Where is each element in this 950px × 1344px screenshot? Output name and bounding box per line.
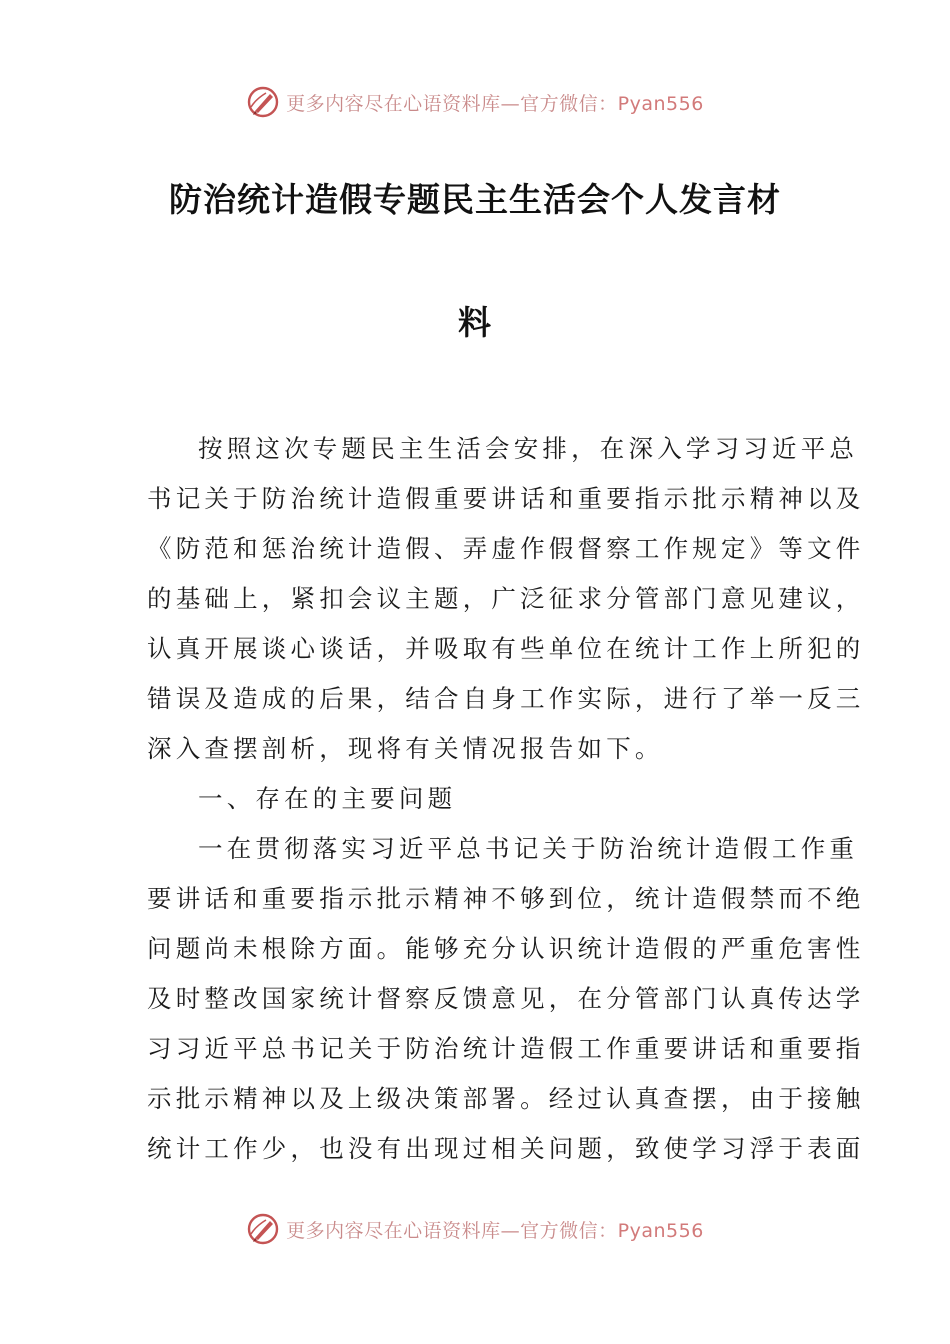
pen-logo-icon — [246, 85, 280, 119]
para1-line: 认真开展谈心谈话，并吸取有些单位在统计工作上所犯的 — [147, 634, 865, 663]
section-heading: 一、存在的主要问题 — [198, 784, 457, 813]
watermark-banner-top — [0, 82, 950, 122]
wechat-id: Pyan556 — [617, 1219, 704, 1242]
para1-line: 错误及造成的后果，结合自身工作实际，进行了举一反三 — [147, 684, 865, 713]
watermark-text: 更多内容尽在心语资料库—官方微信：Pyan556 — [286, 92, 704, 115]
para1-line: 的基础上，紧扣会议主题，广泛征求分管部门意见建议， — [147, 584, 865, 613]
page-title-line1: 防治统计造假专题民主生活会个人发言材 — [169, 180, 781, 219]
para1-line: 按照这次专题民主生活会安排，在深入学习习近平总 — [198, 434, 859, 463]
para1-line: 深入查摆剖析，现将有关情况报告如下。 — [147, 734, 664, 763]
watermark-text: 更多内容尽在心语资料库—官方微信：Pyan556 — [286, 1219, 704, 1242]
para2-line: 一在贯彻落实习近平总书记关于防治统计造假工作重 — [198, 834, 859, 863]
watermark-banner-bottom — [0, 1209, 950, 1249]
page-title-line2: 料 — [458, 303, 492, 342]
para2-line: 及时整改国家统计督察反馈意见，在分管部门认真传达学 — [147, 984, 865, 1013]
para2-line: 要讲话和重要指示批示精神不够到位，统计造假禁而不绝 — [147, 884, 865, 913]
para2-line: 示批示精神以及上级决策部署。经过认真查摆，由于接触 — [147, 1084, 865, 1113]
para1-line: 《防范和惩治统计造假、弄虚作假督察工作规定》等文件 — [147, 534, 865, 563]
para2-line: 统计工作少，也没有出现过相关问题，致使学习浮于表面 — [147, 1134, 865, 1163]
body-text — [147, 424, 865, 1174]
pen-logo-icon — [246, 1212, 280, 1246]
para2-line: 习习近平总书记关于防治统计造假工作重要讲话和重要指 — [147, 1034, 865, 1063]
wechat-id: Pyan556 — [617, 92, 704, 115]
para1-line: 书记关于防治统计造假重要讲话和重要指示批示精神以及 — [147, 484, 865, 513]
para2-line: 问题尚未根除方面。能够充分认识统计造假的严重危害性 — [147, 934, 865, 963]
